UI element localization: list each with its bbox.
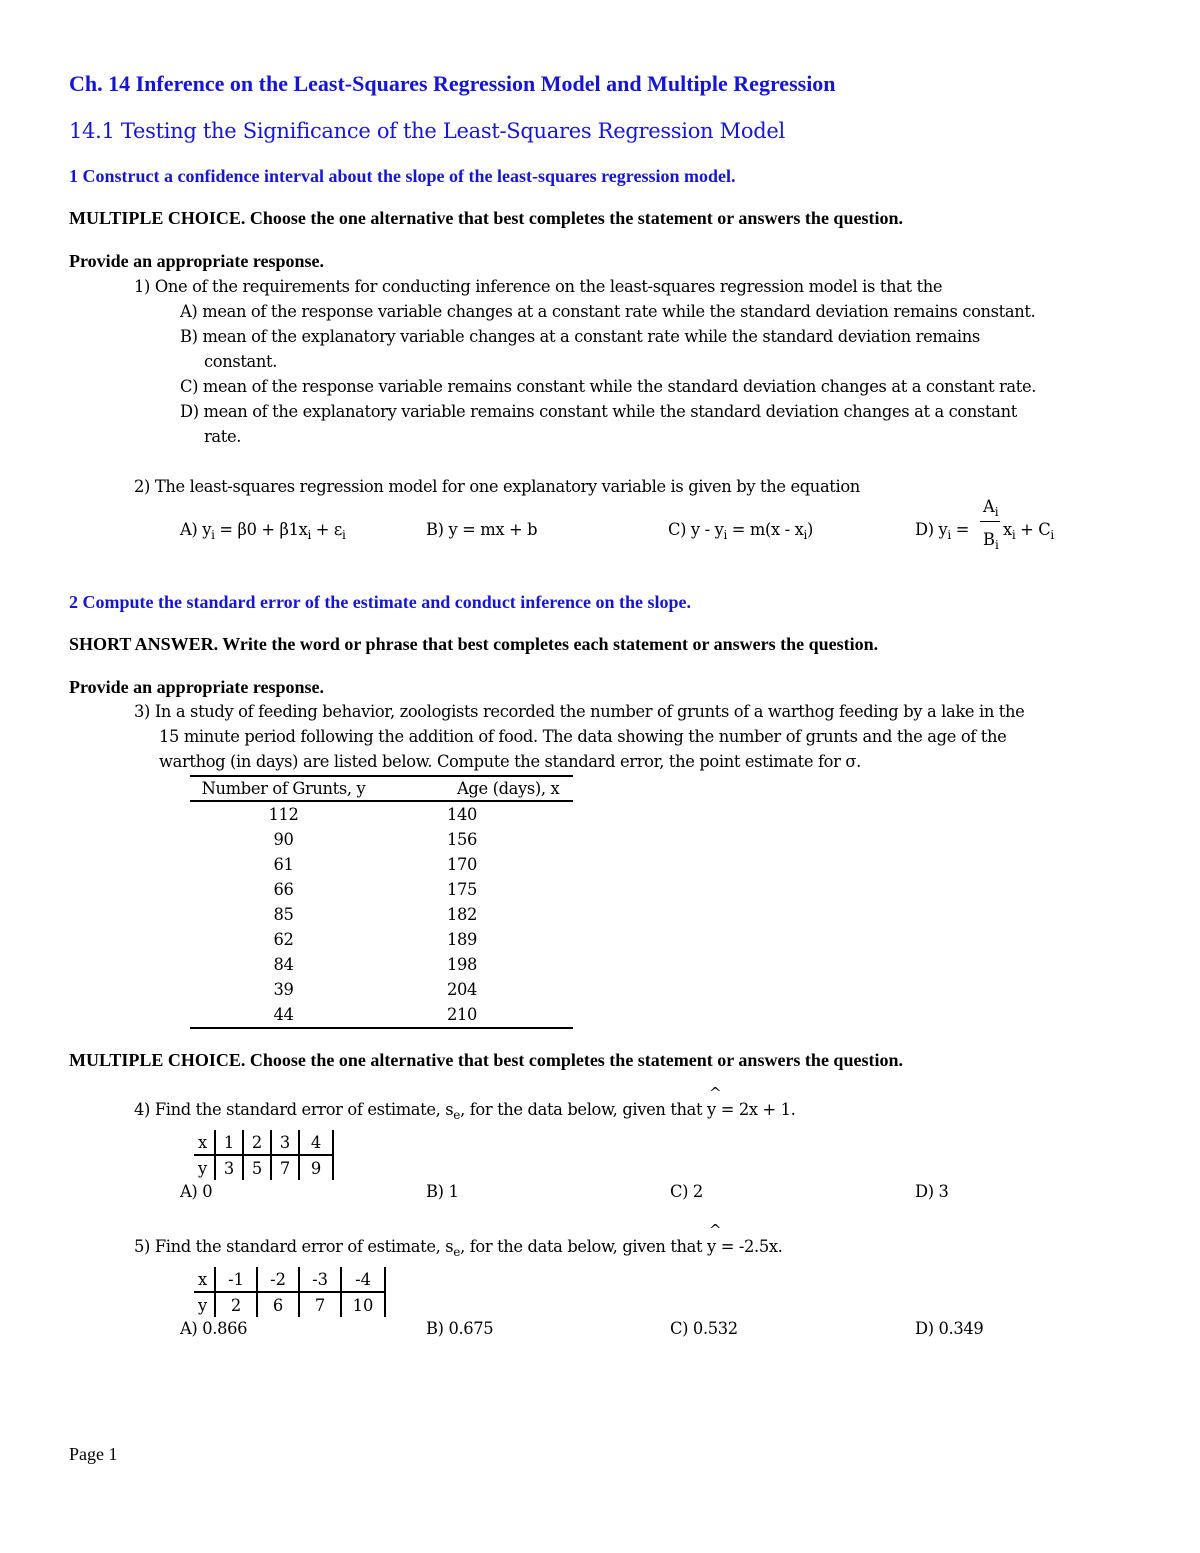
x-value: 4 [299, 1130, 333, 1155]
x-label: x [194, 1267, 215, 1292]
y-value: 7 [299, 1292, 341, 1317]
q2-d-numerator: $A_i$ [983, 497, 999, 519]
grunts-age-table [190, 775, 573, 1029]
provide-response-1: Provide an appropriate response. [69, 251, 325, 271]
q1-option-a: A) mean of the response variable changes at a constant rate while the standard deviation remains constant. [180, 302, 1036, 321]
q1-option-c: C) mean of the response variable remains constant while the standard deviation changes at a constant rate. [180, 377, 1037, 396]
y-value: 5 [243, 1155, 271, 1180]
q1-option-d: D) mean of the explanatory variable remains constant while the standard deviation changes at a constant [180, 402, 1017, 421]
cell-grunts: 84 [273, 955, 294, 974]
page-number: Page 1 [69, 1444, 118, 1464]
q3-line-1: 3) In a study of feeding behavior, zoologists recorded the number of grunts of a warthog feeding by a lake in the [134, 702, 1025, 721]
cell-grunts: 62 [273, 930, 294, 949]
objective-2: 2 Compute the standard error of the estimate and conduct inference on the slope. [69, 592, 691, 612]
cell-age: 170 [447, 855, 478, 874]
mc-instruction: MULTIPLE CHOICE. Choose the one alternative that best completes the statement or answers the question. [69, 208, 903, 228]
cell-age: 204 [447, 980, 478, 999]
table-row [190, 952, 573, 977]
cell-age: 198 [447, 955, 478, 974]
q1-option-b: B) mean of the explanatory variable changes at a constant rate while the standard deviation remains [180, 327, 980, 346]
table-row [190, 852, 573, 877]
y-value: 3 [215, 1155, 243, 1180]
x-value: 3 [271, 1130, 299, 1155]
q2-d-denominator: $B_i$ [983, 530, 999, 552]
y-hat: ^ y [707, 1100, 716, 1119]
y-label: y [194, 1292, 215, 1317]
q2-stem: 2) The least-squares regression model for one explanatory variable is given by the equation [134, 477, 860, 496]
cell-age: 210 [447, 1005, 478, 1024]
y-hat: ^ y [707, 1237, 716, 1256]
q1-stem: 1) One of the requirements for conducting inference on the least-squares regression model is that the [134, 277, 943, 296]
sa-instruction: SHORT ANSWER. Write the word or phrase that best completes each statement or answers the question. [69, 634, 879, 654]
cell-grunts: 61 [273, 855, 294, 874]
q5-option-d: D) 0.349 [915, 1319, 984, 1338]
x-value: -3 [299, 1267, 341, 1292]
q2-option-c: C) $y - y_i = m(x - x_i)$ [668, 520, 813, 542]
table-row [194, 1155, 333, 1180]
q5-stem: 5) Find the standard error of estimate, $s_e$, for the data below, given that ^ y = -2.5x. [134, 1237, 783, 1259]
cell-grunts: 90 [273, 830, 294, 849]
x-value: 1 [215, 1130, 243, 1155]
section-title: 14.1 Testing the Significance of the Least-Squares Regression Model [69, 119, 785, 143]
provide-response-2: Provide an appropriate response. [69, 677, 325, 697]
q1-option-d-cont: rate. [204, 427, 242, 446]
q2-option-a: A) $y_i = \beta 0 + \beta 1x_i + \varepsilon_i$ [180, 520, 346, 542]
x-value: -1 [215, 1267, 257, 1292]
cell-age: 175 [447, 880, 478, 899]
cell-grunts: 112 [268, 805, 299, 824]
q3-line-3: warthog (in days) are listed below. Compute the standard error, the point estimate for σ. [159, 752, 861, 771]
table-row [190, 827, 573, 852]
q5-xy-table [194, 1267, 386, 1317]
cell-age: 182 [447, 905, 478, 924]
q4-stem: 4) Find the standard error of estimate, $s_e$, for the data below, given that ^ y = 2x + 1. [134, 1100, 795, 1122]
cell-grunts: 85 [273, 905, 294, 924]
chapter-title: Ch. 14 Inference on the Least-Squares Regression Model and Multiple Regression [69, 71, 836, 96]
x-value: -2 [257, 1267, 299, 1292]
table-row [190, 927, 573, 952]
y-value: 10 [341, 1292, 385, 1317]
q5-option-b: B) 0.675 [426, 1319, 494, 1338]
q4-option-b: B) 1 [426, 1182, 459, 1201]
q2-option-b: B) y = mx + b [426, 520, 538, 539]
cell-age: 156 [447, 830, 478, 849]
q1-option-b-cont: constant. [204, 352, 278, 371]
y-value: 2 [215, 1292, 257, 1317]
table-row [194, 1267, 385, 1292]
q4-option-c: C) 2 [670, 1182, 703, 1201]
table-row [190, 1002, 573, 1028]
table-row [190, 902, 573, 927]
cell-age: 140 [447, 805, 478, 824]
table-row [190, 977, 573, 1002]
table-row [194, 1292, 385, 1317]
q4-option-a: A) 0 [180, 1182, 213, 1201]
header-age: Age (days), x [377, 776, 573, 801]
x-label: x [194, 1130, 215, 1155]
q5-option-a: A) 0.866 [180, 1319, 248, 1338]
x-value: -4 [341, 1267, 385, 1292]
fraction-bar [980, 521, 1000, 522]
q4-option-d: D) 3 [915, 1182, 949, 1201]
y-label: y [194, 1155, 215, 1180]
header-grunts: Number of Grunts, y [190, 776, 377, 801]
y-value: 6 [257, 1292, 299, 1317]
table-row [190, 877, 573, 902]
q2-option-d: D) $y_i$ = [915, 520, 970, 542]
q5-option-c: C) 0.532 [670, 1319, 738, 1338]
table-header-row [190, 776, 573, 801]
y-value: 9 [299, 1155, 333, 1180]
mc-instruction-2: MULTIPLE CHOICE. Choose the one alternative that best completes the statement or answers the question. [69, 1050, 903, 1070]
q4-xy-table [194, 1130, 334, 1180]
table-row [194, 1130, 333, 1155]
cell-grunts: 66 [273, 880, 294, 899]
x-value: 2 [243, 1130, 271, 1155]
table-row [190, 801, 573, 827]
cell-grunts: 39 [273, 980, 294, 999]
objective-1: 1 Construct a confidence interval about the slope of the least-squares regression model. [69, 166, 736, 186]
cell-grunts: 44 [273, 1005, 294, 1024]
y-value: 7 [271, 1155, 299, 1180]
q2-d-tail: $x_i + C_i$ [1003, 520, 1054, 542]
q3-line-2: 15 minute period following the addition of food. The data showing the number of grunts and the age of the [159, 727, 1007, 746]
cell-age: 189 [447, 930, 478, 949]
